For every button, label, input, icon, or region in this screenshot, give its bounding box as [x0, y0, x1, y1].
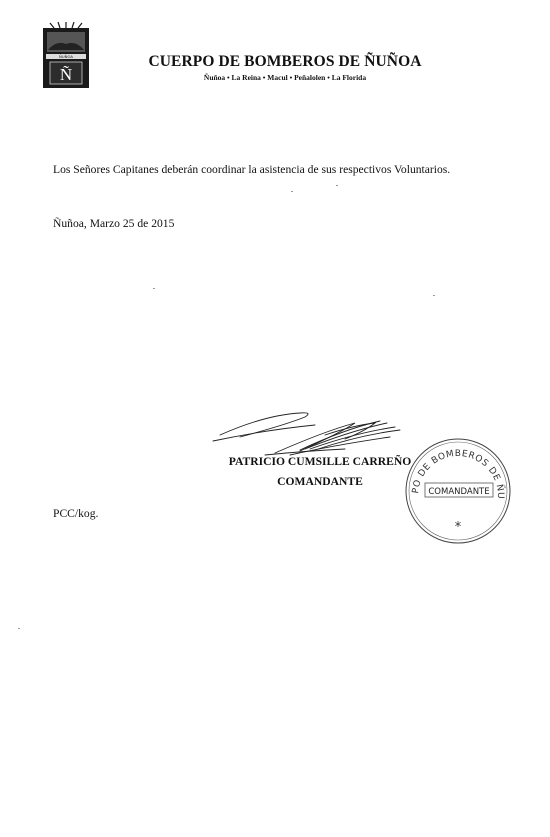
emblem-band-text: ÑUÑOA: [59, 54, 73, 59]
organization-communes: Ñuñoa • La Reina • Macul • Peñalolen • La Florida: [203, 73, 367, 82]
fire-department-emblem-logo: [40, 22, 92, 92]
signer-position: COMANDANTE: [277, 475, 363, 488]
scan-speck: [18, 628, 20, 629]
scan-speck: [336, 185, 338, 186]
emblem-letter: Ñ: [59, 65, 73, 84]
reference-initials: PCC/kog.: [53, 507, 99, 520]
body-paragraph: Los Señores Capitanes deberán coordinar la asistencia de sus respectivos Voluntarios.: [53, 163, 451, 176]
scan-speck: [153, 288, 155, 289]
place-and-date: Ñuñoa, Marzo 25 de 2015: [53, 217, 175, 230]
scan-speck: [291, 191, 293, 192]
signer-name: PATRICIO CUMSILLE CARREÑO: [228, 455, 412, 468]
handwritten-signature: [205, 405, 405, 460]
organization-title: CUERPO DE BOMBEROS DE ÑUÑOA: [148, 53, 422, 70]
official-stamp: [403, 436, 513, 546]
stamp-arc-text: PO DE BOMBEROS DE ÑU: [411, 448, 506, 500]
stamp-star: *: [454, 520, 462, 535]
scan-speck: [433, 295, 435, 296]
stamp-center-text: COMANDANTE: [428, 487, 490, 497]
